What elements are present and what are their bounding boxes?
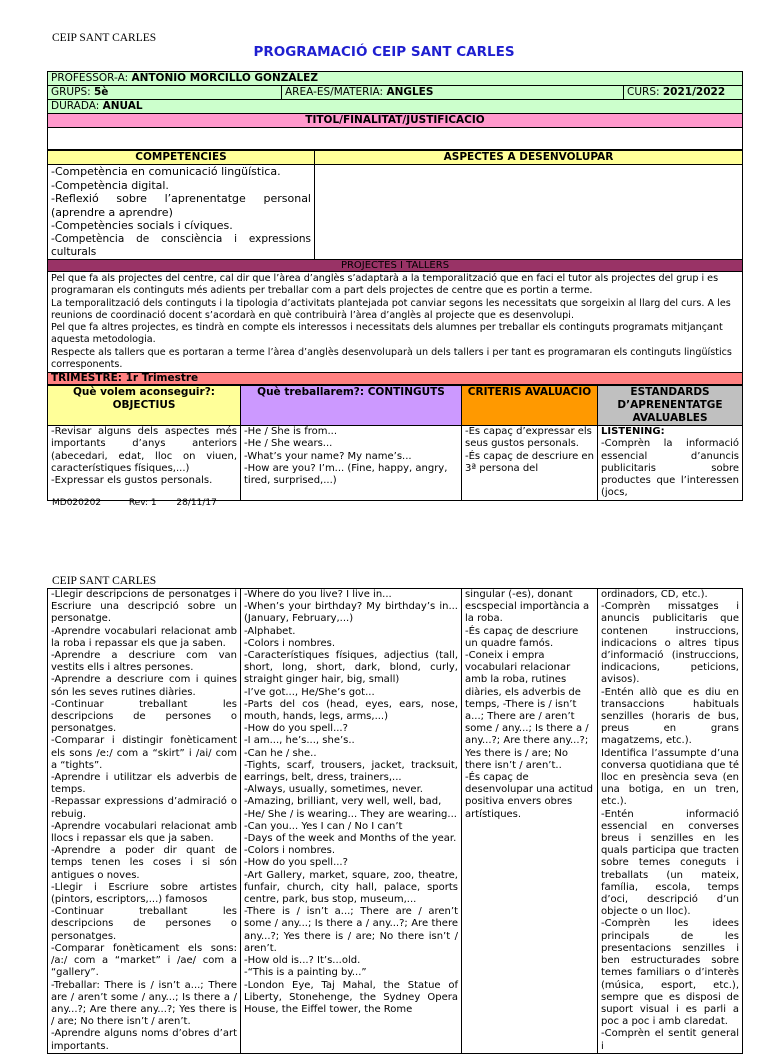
header-standards: ESTANDARDS D’APRENENTATGE AVALUABLES [598, 386, 743, 426]
header-criteria: CRITERIS AVALUACIO [462, 386, 598, 426]
section-title: TITOL/FINALITAT/JUSTIFICACIO [48, 114, 743, 128]
school-name: CEIP SANT CARLES [52, 32, 157, 44]
school-name-page2: CEIP SANT CARLES [52, 575, 157, 587]
groups-label: GRUPS: [51, 86, 91, 98]
header-contents: Què treballarem?: CONTINGUTS [241, 386, 462, 426]
groups-value: 5è [94, 86, 109, 98]
projects-paragraph: Respecte als tallers que es portaran a terme l’àrea d’anglès desenvoluparà un dels tallers i per tant es programaran els continguts lingüístics corresponents. [51, 346, 732, 371]
projects-header: PROJECTES I TALLERS [48, 260, 743, 272]
header-table [47, 71, 743, 150]
projects-body [48, 272, 743, 373]
aspects-header: ASPECTES A DESENVOLUPAR [315, 151, 743, 165]
competencies-table [47, 150, 743, 261]
course-cell [624, 86, 743, 100]
p1-criteria: -Es capaç d’expressar els seus gustos personals. -És capaç de descriure en 3ª persona del [462, 426, 598, 501]
p1-standards-title: LISTENING: [601, 426, 665, 437]
course-value: 2021/2022 [662, 86, 726, 98]
section-body [48, 128, 743, 150]
competency-item: -Reflexió sobre l’aprenentatge personal (aprendre a aprendre) [51, 192, 311, 219]
projects-paragraph: La temporalització dels continguts i la tipologia d’activitats plantejada pot canviar segons les necessitats que sorgeixin al llarg del curs. A les reunions de coordinació docent s’acordarà en què contribuirà l’àrea d’anglès al projecte que es desenvolupi. [51, 297, 731, 321]
duration-row [48, 100, 743, 114]
course-label: CURS: [627, 86, 660, 98]
p1-objectives: -Revisar alguns dels aspectes més importants d’anys anteriors (abecedari, edat, lloc on viuen, característiques físiques,...) -Expressar els gustos personals. [48, 426, 241, 501]
aspects-body [315, 165, 743, 261]
duration-label: DURADA: [51, 100, 100, 112]
p2-criteria: singular (-es), donant escspecial importància a la roba. -És capaç de descriure un quadre famós. -Coneix i empra vocabulari relacionar amb la roba, rutines diàries, els adverbis de temps, -There is / isn’t a...; There are / aren’t some / any...; Is there a / any...?; Are there any...?; Yes there is / are; No there isn’t / aren’t.. -És capaç de desenvolupar una actitud positiva envers obres artístiques. [462, 589, 598, 1054]
area-value: ANGLES [386, 86, 434, 98]
p1-standards: -Comprèn la informació essencial d’anuncis publicitaris sobre productes que l’interessen (jocs, [601, 438, 739, 499]
program-table-p1 [47, 385, 743, 501]
projects-paragraph: Pel que fa als projectes del centre, cal dir que l’àrea d’anglès s’adaptarà a la temporalització que en faci el tutor als projectes del grup i es programaran els continguts més adients per treballar com a part dels projectes de centre que es portin a terme. [51, 273, 719, 297]
teacher-row [48, 72, 743, 86]
p2-contents: -Where do you live? I live in... -When’s your birthday? My birthday’s in... (January, February,...) -Alphabet. -Colors i nombres. -Característiques físiques, adjectius (tall, short, long, short, dark, blond, curly, straight ginger hair, big, small) -I’ve got..., He/She’s got... -Parts del cos (head, eyes, ears, nose, mouth, hands, legs, arms,...) -How do you spell...? -I am..., he’s..., she’s.. -Can he / she.. -Tights, scarf, trousers, jacket, tracksuit, earrings, belt, dress, trainers,... -Always, usually, sometimes, never. -Amazing, brilliant, very well, well, bad, -He/ She / is wearing... They are wearing... -Can you... Yes I can / No I can’t -Days of the week and Months of the year. -Colors i nombres. -How do you spell...? -Art Gallery, market, square, zoo, theatre, funfair, church, city hall, palace, sports centre, park, bus stop, museum,... -There is / isn’t a...; There are / aren’t some / any...; Is there a / any...?; Are there any...?; Yes there is / are; No there isn’t / aren’t. -How old is...? It’s...old. -“This is a painting by...” -London Eye, Taj Mahal, the Statue of Liberty, Stonehenge, the Sydney Opera House, the Eiffel tower, the Rome [241, 589, 462, 1054]
competency-item: -Competències socials i cíviques. [51, 219, 233, 232]
competencies-header: COMPETENCIES [48, 151, 315, 165]
teacher-name: ANTONIO MORCILLO GONZÁLEZ [131, 72, 318, 84]
footer [52, 498, 217, 508]
footer-date: 28/11/17 [176, 498, 217, 508]
projects-table [47, 259, 743, 385]
teacher-label: PROFESSOR-A: [51, 72, 129, 84]
p2-objectives: -Llegir descripcions de personatges i Escriure una descripció sobre un personatge. -Aprendre vocabulari relacionat amb la roba i repassar els que ja saben. -Aprendre a descriure com van vestits ells i altres persones. -Aprendre a descriure com i quines són les seves rutines diàries. -Continuar treballant les descripcions de persones o personatges. -Comparar i distingir fonèticament els sons /e:/ com a “skirt” i /ai/ com a “tights”. -Aprendre i utilitzar els adverbis de temps. -Repassar expressions d’admiració o rebuig. -Aprendre vocabulari relacionat amb llocs i repassar els que ja saben. -Aprendre a poder dir quant de temps tenen les coses i si són antigues o noves. -Llegir i Escriure sobre artistes (pintors, escriptors,...) famosos -Continuar treballant les descripcions de persones o personatges. -Comparar fonèticament els sons: /a:/ com a “market” i /ae/ com a “gallery”. -Treballar: There is / isn’t a...; There are / aren’t some / any...; Is there a / any...?; Are there any...?; Yes there is / are; No there isn’t / aren’t. -Aprendre alguns noms d’obres d’art importants. [48, 589, 241, 1054]
competencies-list [48, 165, 315, 261]
footer-code: MD020202 [52, 498, 102, 508]
header-objectives: Què volem aconseguir?: OBJECTIUS [48, 386, 241, 426]
area-label: AREA-ES/MATERIA: [285, 86, 384, 98]
p2-standards: ordinadors, CD, etc.). -Comprèn missatges i anuncis publicitaris que contenen instruccions, indicacions o altres tipus d’informació (instruccions, indicacions, peticions, avisos). -Entén allò que es diu en transaccions habituals senzilles (horaris de bus, preus en grans magatzems, etc.). Identifica l’assumpte d’una conversa quotidiana que té lloc en presència seva (en una botiga, en un tren, etc.). -Entén informació essencial en converses breus i senzilles en les quals participa que tracten sobre temes coneguts i treballats (un mateix, família, escola, temps d’oci, descripció d’un objecte o un lloc). -Comprèn les idees principals de les presentacions senzilles i ben estructurades sobre temes familiars o d’interès (música, esport, etc.), sempre que es disposi de suport visual i es parli a poc a poc i amb claredat. -Comprèn el sentit general i [598, 589, 743, 1054]
area-cell [282, 86, 624, 100]
p1-contents: -He / She is from... -He / She wears... -What’s your name? My name’s... -How are you? I’m... (Fine, happy, angry, tired, surprised,...) [241, 426, 462, 501]
competency-item: -Competència en comunicació lingüística. [51, 165, 281, 178]
program-table-p2 [47, 588, 743, 1054]
groups-cell [48, 86, 282, 100]
trimester-row: TRIMESTRE: 1r Trimestre [48, 373, 743, 385]
footer-rev: Rev: 1 [128, 498, 157, 508]
projects-paragraph: Pel que fa altres projectes, es tindrà en compte els interessos i necessitats dels alumnes per treballar els continguts programats mitjançant aquesta metodologia. [51, 322, 723, 346]
competency-item: -Competència digital. [51, 178, 169, 192]
duration-value: ANUAL [102, 100, 143, 112]
competency-item: -Competència de consciència i expressions culturals [51, 232, 311, 258]
p1-standards-cell [598, 426, 743, 501]
page-title: PROGRAMACIÓ CEIP SANT CARLES [253, 44, 515, 60]
